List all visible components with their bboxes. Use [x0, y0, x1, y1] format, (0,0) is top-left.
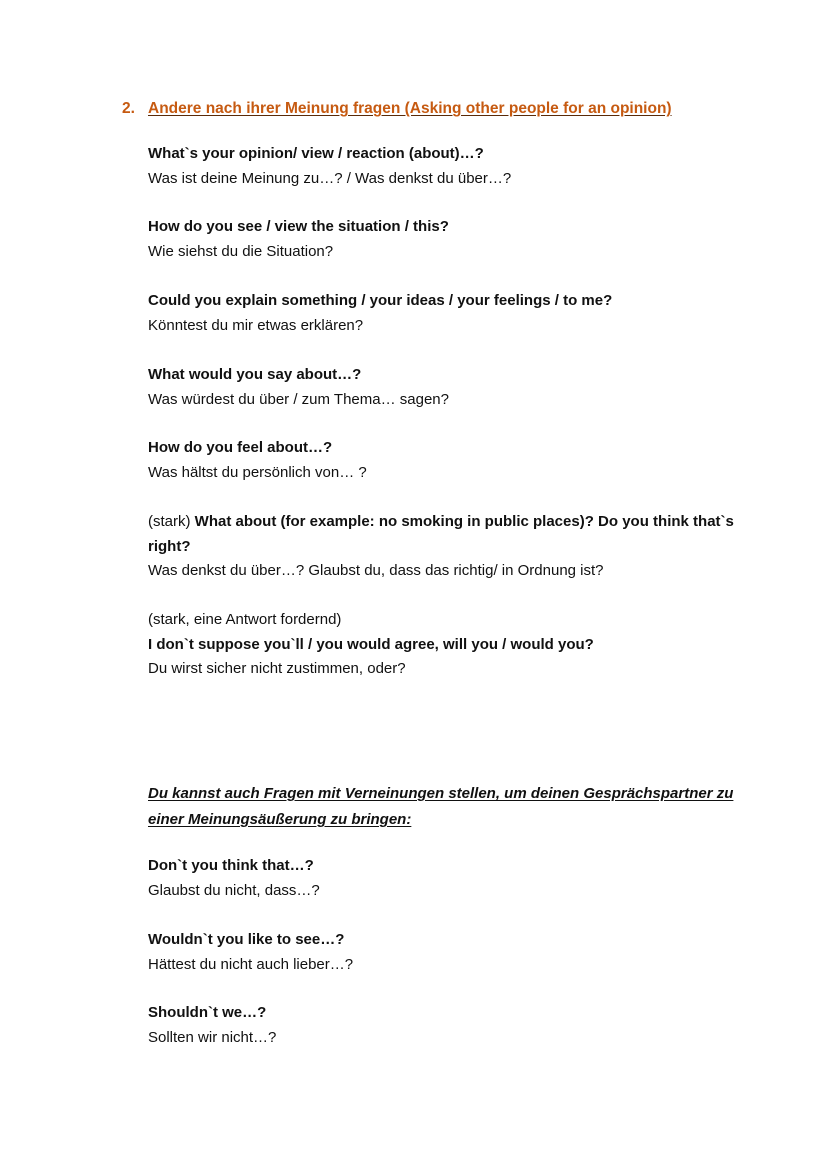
phrase-entry	[148, 363, 748, 412]
phrase-entry	[148, 608, 748, 682]
phrase-strength-note: (stark, eine Antwort fordernd)	[148, 611, 342, 628]
phrase-german: Hättest du nicht auch lieber…?	[148, 955, 354, 973]
negation-entry	[148, 1001, 748, 1050]
phrase-english: What would you say about…?	[148, 366, 362, 383]
negation-entry	[148, 854, 748, 903]
phrase-strength-note: (stark)	[148, 513, 191, 530]
phrase-german: Du wirst sicher nicht zustimmen, oder?	[148, 660, 406, 677]
phrase-german: Glaubst du nicht, dass…?	[148, 881, 320, 899]
phrase-german: Was hältst du persönlich von… ?	[148, 463, 367, 481]
phrase-german: Was denkst du über…? Glaubst du, dass das richtig/ in Ordnung ist?	[148, 562, 604, 579]
section-heading	[122, 98, 672, 120]
phrase-english: How do you see / view the situation / this?	[148, 218, 449, 235]
phrase-english: How do you feel about…?	[148, 439, 333, 456]
phrase-german: Wie siehst du die Situation?	[148, 242, 334, 260]
phrase-english: Could you explain something / your ideas / your feelings / to me?	[148, 292, 613, 309]
negation-entry	[148, 928, 748, 977]
phrase-english: I don`t suppose you`ll / you would agree, will you / would you?	[148, 635, 594, 653]
phrase-german: Könntest du mir etwas erklären?	[148, 316, 364, 334]
phrase-english: Don`t you think that…?	[148, 857, 314, 874]
negation-intro: Du kannst auch Fragen mit Verneinungen stellen, um deinen Gesprächspartner zu einer Meinungsäußerung zu bringen:	[148, 785, 734, 828]
phrase-german: Sollten wir nicht…?	[148, 1028, 277, 1046]
phrase-english: Wouldn`t you like to see…?	[148, 931, 345, 948]
phrase-entry	[148, 436, 748, 485]
section-number: 2.	[122, 100, 135, 117]
phrase-entry	[148, 510, 748, 584]
phrase-german: Was würdest du über / zum Thema… sagen?	[148, 390, 449, 408]
section-title: Andere nach ihrer Meinung fragen (Asking other people for an opinion)	[148, 100, 672, 117]
phrase-english: Shouldn`t we…?	[148, 1004, 267, 1021]
phrase-english: What about (for example: no smoking in public places)? Do you think that`s right?	[148, 513, 734, 555]
phrase-german: Was ist deine Meinung zu…? / Was denkst du über…?	[148, 169, 512, 187]
phrase-entry	[148, 142, 748, 191]
phrase-entry	[148, 215, 748, 264]
phrase-english: What`s your opinion/ view / reaction (about)…?	[148, 145, 484, 162]
phrase-entry	[148, 289, 748, 338]
